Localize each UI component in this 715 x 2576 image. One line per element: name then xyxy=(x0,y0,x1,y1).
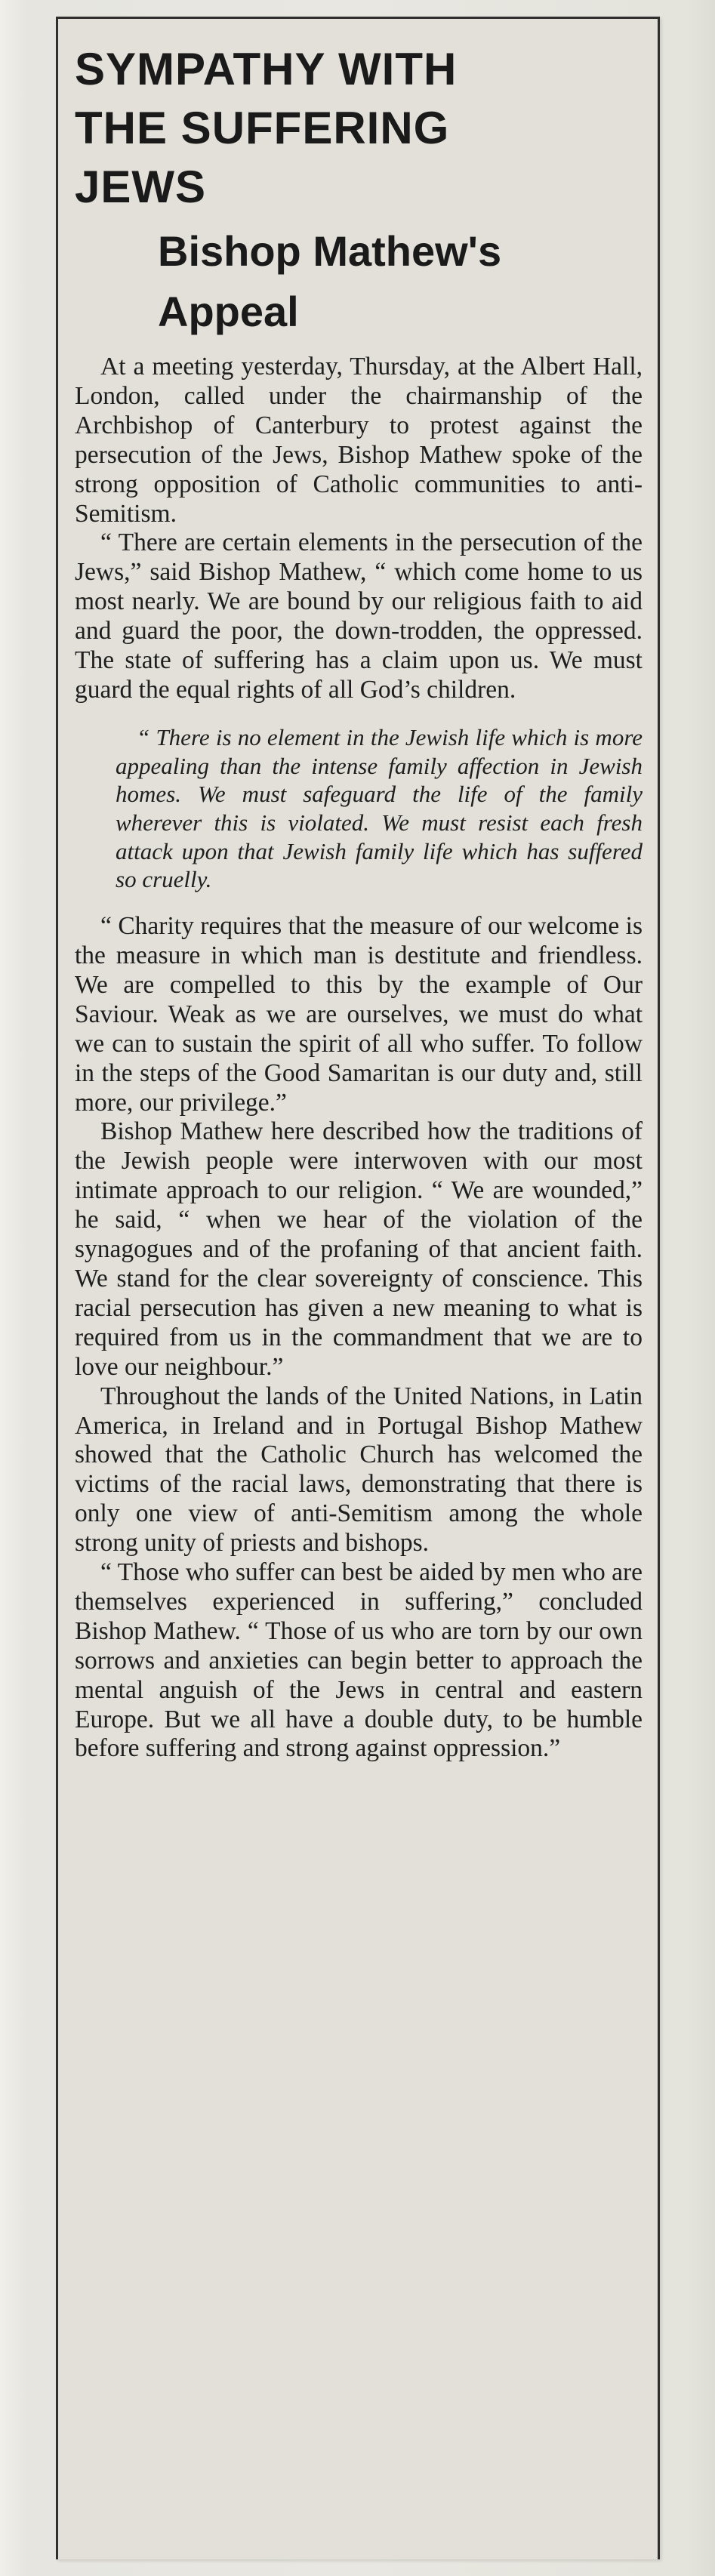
paragraph: At a meeting yesterday, Thursday, at the Albert Hall, London, called under the chairmanship of the Archbishop of Canterbury to protest against the persecution of the Jews, Bishop Mathew spoke of the strong opposition of Catholic communities to anti-Semitism. xyxy=(75,353,643,528)
paragraph: “ Those who suffer can best be aided by men who are themselves experienced in suffering,” concluded Bishop Mathew. “ Those of us who are torn by our own sorrows and anxieties can begin better to approach the mental anguish of the Jews in central and eastern Europe. But we all have a double duty, to be humble before suffering and strong against oppression.” xyxy=(75,1558,643,1763)
headline-line: THE SUFFERING xyxy=(75,103,450,153)
headline xyxy=(75,23,643,217)
italic-quote: “ There is no element in the Jewish life which is more appealing than the intense family affection in Jewish homes. We must safeguard the life of the family wherever this is violated. We must resist each fresh attack upon that Jewish family life which has suffered so cruelly. xyxy=(116,723,643,893)
subheadline xyxy=(158,221,643,342)
paragraph: “ Charity requires that the measure of our welcome is the measure in which man is destitute and friendless. We are compelled to this by the example of Our Saviour. Weak as we are ourselves, we must do what we can to sustain the spirit of all who suffer. To follow in the steps of the Good Samaritan is our duty and, still more, our privilege.” xyxy=(75,912,643,1117)
headline-line: JEWS xyxy=(75,162,207,212)
newspaper-clipping xyxy=(56,17,660,2559)
article xyxy=(75,23,643,1764)
subheadline-line: Appeal xyxy=(158,288,299,335)
paragraph: Throughout the lands of the United Nations, in Latin America, in Ireland and in Portugal Bishop Mathew showed that the Catholic Church has welcomed the victims of the racial laws, demonstrating that there is only one view of anti-Semitism among the whole strong unity of priests and bishops. xyxy=(75,1382,643,1558)
article-body xyxy=(75,353,643,1764)
subheadline-line: Bishop Mathew's xyxy=(158,227,502,275)
headline-line: SYMPATHY WITH xyxy=(75,44,458,94)
paragraph: “ There are certain elements in the persecution of the Jews,” said Bishop Mathew, “ which come home to us most nearly. We are bound by our religious faith to aid and guard the poor, the down-trodden, the oppressed. The state of suffering has a claim upon us. We must guard the equal rights of all God’s children. xyxy=(75,528,643,704)
paragraph: Bishop Mathew here described how the traditions of the Jewish people were interwoven with our most intimate approach to our religion. “ We are wounded,” he said, “ when we hear of the violation of the synagogues and of the profaning of that ancient faith. We stand for the clear sovereignty of conscience. This racial persecution has given a new meaning to what is required from us in the commandment that we are to love our neighbour.” xyxy=(75,1117,643,1381)
